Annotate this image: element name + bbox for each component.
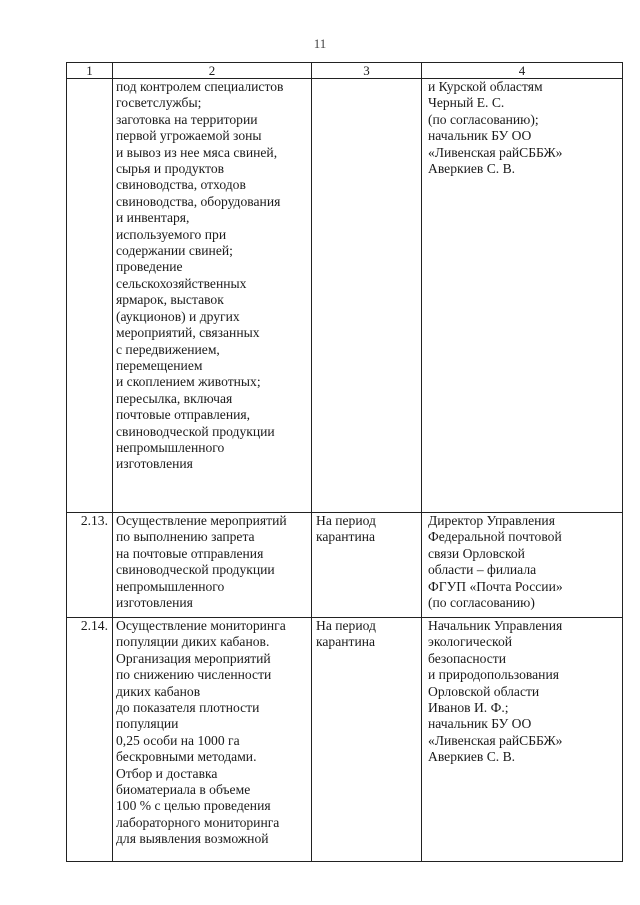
responsible-cell-line: «Ливенская райСББЖ»: [428, 732, 563, 748]
measure-cell-line: проведение: [116, 259, 183, 275]
measure-cell-line: непромышленного: [116, 439, 225, 455]
measure-cell-line: ярмарок, выставок: [116, 292, 224, 308]
item-number: [67, 79, 113, 513]
period-cell: [312, 618, 422, 862]
column-header-4: 4: [422, 63, 623, 79]
measure-cell-line: непромышленного: [116, 578, 225, 594]
responsible-cell-line: области – филиала: [428, 562, 537, 578]
measure-cell-line: бескровными методами.: [116, 749, 257, 765]
measure-cell-line: по снижению численности: [116, 667, 272, 683]
responsible-cell-line: начальник БУ ОО: [428, 128, 532, 144]
measure-cell: [113, 618, 312, 862]
item-number: 2.14.: [67, 618, 113, 862]
responsible-cell-line: (по согласованию): [428, 595, 535, 611]
responsible-cell-line: Орловской области: [428, 683, 540, 699]
measure-cell-line: заготовка на территории: [116, 111, 258, 127]
measure-cell-line: и скоплением животных;: [116, 374, 261, 390]
column-header-3: 3: [312, 63, 422, 79]
measure-cell-line: перемещением: [116, 357, 203, 373]
measure-cell-line: для выявления возможной: [116, 831, 269, 847]
responsible-cell-line: Иванов И. Ф.;: [428, 700, 509, 716]
table-row: [67, 513, 623, 618]
measure-cell-line: мероприятий, связанных: [116, 325, 260, 341]
responsible-cell-line: Черный Е. С.: [428, 95, 505, 111]
responsible-cell-line: Директор Управления: [428, 513, 555, 528]
responsible-cell: [422, 513, 623, 618]
measure-cell-line: популяции диких кабанов.: [116, 634, 270, 650]
column-header-2: 2: [113, 63, 312, 79]
measure-cell-line: Осуществление мероприятий: [116, 513, 287, 528]
table-header-row: [67, 63, 623, 79]
responsible-cell-line: Федеральной почтовой: [428, 529, 562, 545]
responsible-cell-line: экологической: [428, 634, 513, 650]
measure-cell-line: (аукционов) и других: [116, 308, 240, 324]
measure-cell-line: 0,25 особи на 1000 га: [116, 732, 240, 748]
measure-cell: [113, 79, 312, 513]
measure-cell-line: содержании свиней;: [116, 243, 233, 259]
measure-cell-line: до показателя плотности: [116, 700, 260, 716]
responsible-cell-line: Аверкиев С. В.: [428, 749, 516, 765]
column-header-1: 1: [67, 63, 113, 79]
measure-cell-line: популяции: [116, 716, 179, 732]
period-cell: [312, 79, 422, 513]
measure-cell-line: Отбор и доставка: [116, 765, 218, 781]
responsible-cell: [422, 618, 623, 862]
measure-cell-line: почтовые отправления,: [116, 407, 251, 423]
measure-cell-line: и инвентаря,: [116, 210, 190, 226]
measure-cell-line: по выполнению запрета: [116, 529, 255, 545]
responsible-cell-line: и Курской областям: [428, 79, 543, 94]
measure-cell-line: и вывоз из нее мяса свиней,: [116, 144, 278, 160]
measure-cell-line: с передвижением,: [116, 341, 220, 357]
table-row: [67, 79, 623, 513]
measure-cell-line: сельскохозяйственных: [116, 275, 247, 291]
period-cell-line: карантина: [316, 634, 376, 650]
measure-cell-line: свиноводства, отходов: [116, 177, 246, 193]
period-cell: [312, 513, 422, 618]
period-cell-line: карантина: [316, 529, 376, 545]
measure-cell-line: под контролем специалистов: [116, 79, 284, 94]
measure-cell-line: сырья и продуктов: [116, 161, 225, 177]
measure-cell: [113, 513, 312, 618]
measure-cell-line: госветслужбы;: [116, 95, 202, 111]
measure-cell-line: свиноводческой продукции: [116, 562, 275, 578]
period-cell-line: На период: [316, 618, 376, 633]
responsible-cell-line: и природопользования: [428, 667, 559, 683]
responsible-cell-line: ФГУП «Почта России»: [428, 578, 563, 594]
measure-cell-line: изготовления: [116, 595, 193, 611]
period-cell-line: На период: [316, 513, 376, 528]
measure-cell-line: используемого при: [116, 226, 227, 242]
item-number: 2.13.: [67, 513, 113, 618]
responsible-cell: [422, 79, 623, 513]
responsible-cell-line: (по согласованию);: [428, 111, 539, 127]
measure-cell-line: на почтовые отправления: [116, 545, 264, 561]
table-row: [67, 618, 623, 862]
measure-cell-line: свиноводства, оборудования: [116, 193, 281, 209]
measure-cell-line: первой угрожаемой зоны: [116, 128, 262, 144]
measure-cell-line: изготовления: [116, 456, 193, 472]
measure-cell-line: лабораторного мониторинга: [116, 814, 280, 830]
measures-table: [66, 62, 623, 862]
responsible-cell-line: Начальник Управления: [428, 618, 563, 633]
responsible-cell-line: связи Орловской: [428, 545, 525, 561]
responsible-cell-line: Аверкиев С. В.: [428, 161, 516, 177]
measure-cell-line: 100 % с целью проведения: [116, 798, 271, 814]
measure-cell-line: диких кабанов: [116, 683, 201, 699]
page-number: 11: [313, 36, 327, 51]
measure-cell-line: биоматериала в объеме: [116, 782, 251, 798]
responsible-cell-line: начальник БУ ОО: [428, 716, 532, 732]
responsible-cell-line: «Ливенская райСББЖ»: [428, 144, 563, 160]
measure-cell-line: Осуществление мониторинга: [116, 618, 286, 633]
measure-cell-line: Организация мероприятий: [116, 650, 271, 666]
responsible-cell-line: безопасности: [428, 650, 507, 666]
measure-cell-line: свиноводческой продукции: [116, 423, 275, 439]
measure-cell-line: пересылка, включая: [116, 390, 233, 406]
